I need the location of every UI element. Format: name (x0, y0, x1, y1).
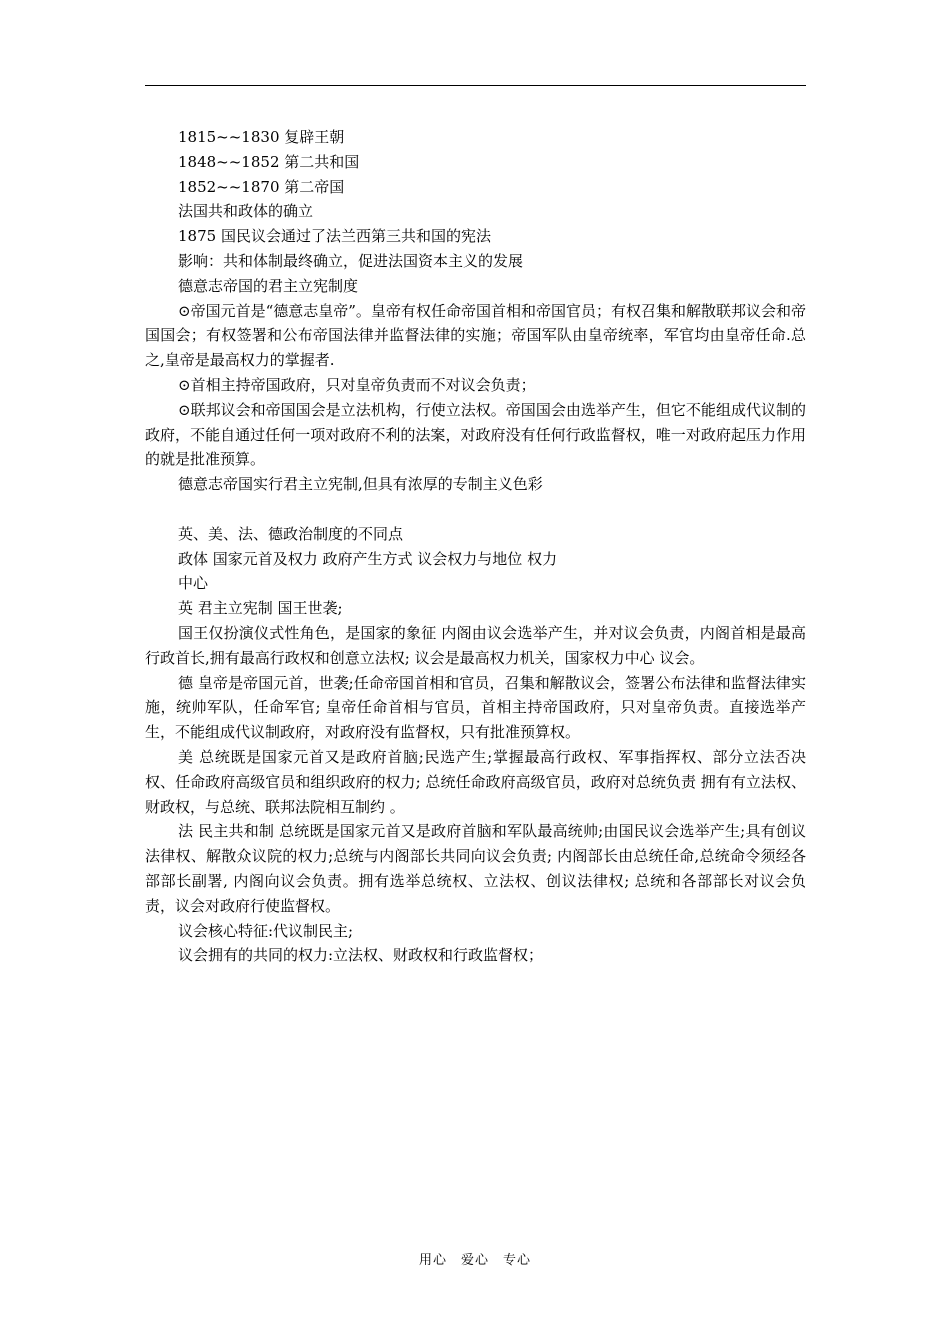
header-rule (145, 85, 806, 86)
document-body (145, 125, 806, 968)
paragraph: 1852~~1870 第二帝国 (178, 177, 345, 196)
table-header-row: 政体 国家元首及权力 政府产生方式 议会权力与地位 权力 (178, 549, 558, 568)
paragraph: 1815~~1830 复辟王朝 (178, 128, 345, 146)
paragraph: 德 皇帝是帝国元首，世袭;任命帝国首相和官员，召集和解散议会，签署公布法律和监督法律实施，统帅军队，任命军官; 皇帝任命首相与官员，首相主持帝国政府，只对皇帝负责。直接选举产生，不能组成代议制政府，对政府没有监督权，只有批准预算权。 (145, 673, 806, 742)
paragraph: ⊙联邦议会和帝国国会是立法机构，行使立法权。帝国国会由选举产生，但它不能组成代议制的政府，不能自通过任何一项对政府不利的法案，对政府没有任何行政监督权，唯一对政府起压力作用的就是批准预算。 (145, 400, 806, 469)
page-footer: 用心 爱心 专心 (418, 1253, 531, 1268)
paragraph: 德意志帝国实行君主立宪制,但具有浓厚的专制主义色彩 (178, 475, 543, 494)
paragraph: 议会核心特征:代议制民主; (178, 921, 354, 940)
paragraph: 美 总统既是国家元首又是政府首脑;民选产生;掌握最高行政权、军事指挥权、部分立法否决权、任命政府高级官员和组织政府的权力; 总统任命政府高级官员，政府对总统负责 拥有有立法权、财政权，与总统、联邦法院相互制约 。 (145, 747, 806, 816)
paragraph: 议会拥有的共同的权力:立法权、财政权和行政监督权； (178, 946, 544, 965)
paragraph: 影响：共和体制最终确立，促进法国资本主义的发展 (178, 251, 524, 270)
paragraph: 1848~~1852 第二共和国 (178, 152, 360, 171)
paragraph: 法 民主共和制 总统既是国家元首又是政府首脑和军队最高统帅;由国民议会选举产生;具有创议法律权、解散众议院的权力;总统与内阁部长共同向议会负责; 内阁部长由总统任命,总统命令须经各部部长副署, 内阁向议会负责。拥有选举总统权、立法权、创议法律权; 总统和各部部长对议会负责，议会对政府行使监督权。 (145, 822, 806, 915)
paragraph: ⊙帝国元首是“德意志皇帝”。皇帝有权任命帝国首相和帝国官员；有权召集和解散联邦议会和帝国国会；有权签署和公布帝国法律并监督法律的实施；帝国军队由皇帝统率，军官均由皇帝任命.总之,皇帝是最高权力的掌握者. (145, 301, 806, 370)
paragraph: 国王仅扮演仪式性角色，是国家的象征 内阁由议会选举产生，并对议会负责，内阁首相是最高行政首长,拥有最高行政权和创意立法权; 议会是最高权力机关，国家权力中心 议会。 (145, 623, 806, 667)
table-header-row-cont: 中心 (178, 574, 209, 593)
section-heading: 英、美、法、德政治制度的不同点 (178, 524, 404, 543)
paragraph: 德意志帝国的君主立宪制度 (178, 276, 359, 295)
paragraph: ⊙首相主持帝国政府，只对皇帝负责而不对议会负责； (178, 375, 536, 394)
paragraph: 英 君主立宪制 国王世袭; (178, 599, 343, 618)
paragraph: 法国共和政体的确立 (178, 202, 314, 221)
blank-line (145, 497, 806, 522)
paragraph: 1875 国民议会通过了法兰西第三共和国的宪法 (178, 227, 491, 246)
